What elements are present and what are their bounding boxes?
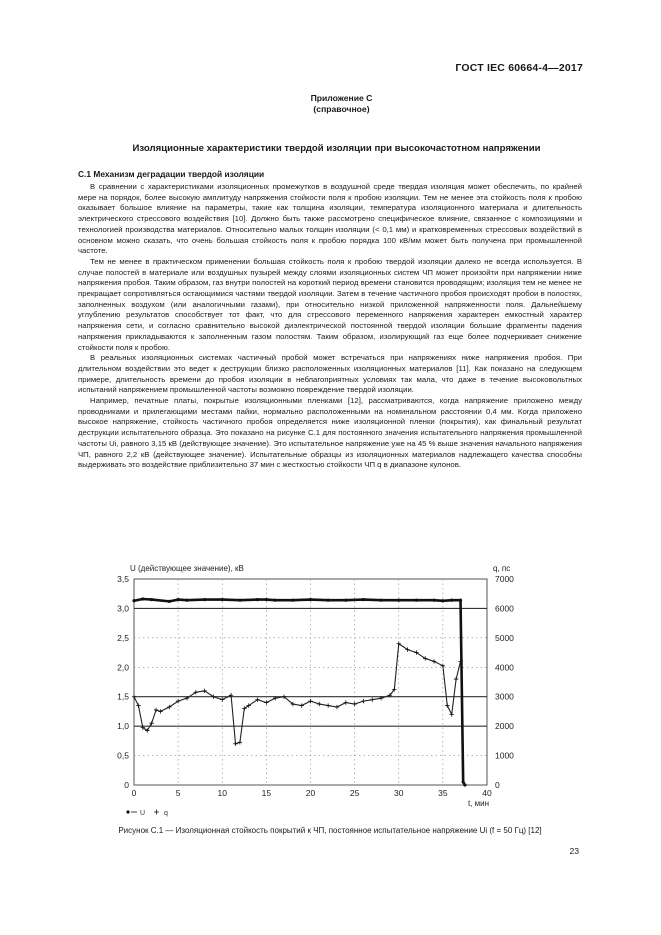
annex-title: Приложение С: [310, 93, 373, 103]
legend-marker-q: [154, 810, 159, 815]
series-point-U: [362, 598, 365, 601]
series-point-q: [136, 703, 140, 707]
series-point-U: [309, 598, 312, 601]
chart-svg: [82, 559, 532, 824]
y-left-tick-label: 3,5: [117, 574, 129, 584]
page-number: 23: [569, 846, 579, 856]
annex-subtitle: (справочное): [313, 104, 370, 114]
series-point-U: [150, 598, 153, 601]
series-point-q: [317, 702, 321, 706]
x-tick-label: 30: [394, 788, 404, 798]
paragraph-1: В сравнении с характеристиками изоляционных промежутков в воздушной среде твердая изоляция может обеспечить, по крайней мере на порядок, более высокую амплитуду напряжения стойкости поля к пробою изоляции. Тем не менее эта стойкость поля к пробою оказывает большое влияние на параметры, такие как толщина изоляции, температура изоляционного материала и длительность электрического стрессового воздействия [10]. Должно быть также рассмотрено специфическое влияние, связанное с композициями и технологией производства материалов. Относительно малых толщин изоляции (< 0,1 мм) и кратковременных стрессовых воздействий в основном можно сказать, что очень большая стойкость поля к пробою порядка 100 кВ/мм может быть получена при промышленной частоте.: [78, 182, 582, 256]
paragraph-4: Например, печатные платы, покрытые изоляционными пленками [12], рассматриваются, когда напряжение приложено между проводниками и прилегающими местами пайки, нормально расположенными на номинальном расстоянии 0,4 мм. Когда приложено высокое напряжение, стойкость частичного пробоя определяется ниже изоляционной пленки (покрытия), как финальный результат деструкции испытательного образца. Это показано на рисунке С.1 для постоянного значения испытательного напряжения промышленной частоты Ui, равного 3,15 кВ (действующее значение). Это испытательное напряжение уже на 45 % выше значения начального напряжения ЧП, равного 2,2 кВ (действующее значение). Испытательные образцы из изоляционных материалов надлежащего качества способны выдерживать это воздействие приблизительно 37 мин с жесткостью стойкости ЧП q в диапазоне кулонов.: [78, 396, 582, 470]
series-point-q: [238, 740, 242, 744]
legend-label-U: U: [140, 810, 146, 817]
series-point-q: [344, 700, 348, 704]
series-point-q: [335, 705, 339, 709]
y-left-tick-label: 1,5: [117, 691, 129, 702]
series-point-q: [158, 709, 162, 713]
series-line-q: [134, 644, 461, 744]
series-point-q: [233, 742, 237, 746]
standard-header: ГОСТ IEC 60664-4—2017: [455, 62, 583, 74]
series-point-q: [299, 703, 303, 707]
series-point-q: [264, 700, 268, 704]
series-point-U: [344, 599, 347, 602]
series-point-U: [441, 599, 444, 602]
series-point-U: [256, 598, 259, 601]
series-point-U: [291, 599, 294, 602]
figure-chart: [82, 559, 532, 824]
series-point-q: [352, 702, 356, 706]
series-point-U: [265, 598, 268, 601]
annex-heading: [0, 93, 661, 115]
series-point-U: [463, 783, 466, 786]
series-point-q: [154, 708, 158, 712]
legend-marker-U: [126, 810, 129, 813]
series-point-U: [177, 598, 180, 601]
series-point-U: [203, 598, 206, 601]
body-text: [78, 182, 582, 471]
series-point-q: [454, 677, 458, 681]
series-point-U: [185, 599, 188, 602]
series-point-U: [221, 598, 224, 601]
y-left-tick-label: 3,0: [117, 603, 129, 614]
series-point-q: [432, 659, 436, 663]
x-tick-label: 40: [482, 788, 492, 798]
series-line-U: [134, 599, 465, 785]
series-point-q: [450, 712, 454, 716]
y-left-tick-label: 1,0: [117, 721, 129, 732]
y-right-tick-label: 6000: [495, 603, 514, 614]
series-point-q: [361, 699, 365, 703]
series-point-q: [308, 699, 312, 703]
x-tick-label: 35: [438, 788, 448, 798]
series-point-q: [132, 695, 136, 699]
series-point-U: [168, 600, 171, 603]
series-point-U: [380, 599, 383, 602]
y-left-axis-label: U (действующее значение), кВ: [130, 564, 244, 573]
series-point-q: [326, 703, 330, 707]
x-tick-label: 15: [261, 788, 272, 798]
y-left-tick-label: 2,0: [117, 662, 129, 673]
plot-frame: [134, 579, 487, 785]
series-point-U: [432, 599, 435, 602]
series-point-q: [370, 697, 374, 701]
x-tick-label: 10: [217, 788, 227, 798]
y-right-tick-label: 7000: [495, 574, 514, 584]
y-right-tick-label: 5000: [495, 632, 514, 643]
series-point-q: [445, 703, 449, 707]
y-right-axis-label: q, пс: [493, 564, 511, 573]
series-point-U: [459, 599, 462, 602]
y-left-tick-label: 0,5: [117, 750, 129, 761]
y-right-tick-label: 2000: [495, 721, 514, 732]
legend-label-q: q: [164, 810, 168, 817]
series-point-U: [274, 599, 277, 602]
y-right-tick-label: 1000: [495, 750, 514, 761]
x-tick-label: 5: [175, 788, 181, 798]
series-point-U: [397, 599, 400, 602]
main-title: Изоляционные характеристики твердой изоляции при высокочастотном напряжении: [132, 143, 541, 154]
series-point-U: [238, 599, 241, 602]
y-right-tick-label: 4000: [495, 662, 514, 673]
x-axis-label: t, мин: [467, 799, 489, 808]
paragraph-2: Тем не менее в практическом применении большая стойкость поля к пробою твердой изоляции далеко не всегда используется. В случае полостей в материале или воздушных пузырей между слоями изоляционных систем ЧП может произойти при напряжении ниже напряжения пробоя. Таким образом, газ внутри полостей на короткий период времени становится проводящим; изоляция тем не менее не прекращает сопротивляться остающимися частями твердой изоляции. Затем в течение частичного пробоя происходят пробои в полостях, заполненных воздухом (или аналогичными газами), при относительно низкой приложенной напряженности поля. Дальнейшему углублению результатов способствует тот факт, что для стрессового переменного напряжения характерен емкостный характер напряжения сети, и согласно сравнительно высокой диэлектрической постоянной твердой изоляции большие фрагменты падения напряжения прикладываются к заполненным газом полостям. Таким образом, изолирующий газ еще более подчеркивает снижение стойкости поля к пробою.: [78, 256, 582, 352]
series-point-U: [462, 780, 465, 783]
x-tick-label: 20: [305, 788, 316, 798]
x-tick-label: 0: [131, 788, 137, 798]
y-right-tick-label: 0: [495, 780, 500, 790]
section-title: С.1 Механизм деградации твердой изоляции: [78, 169, 265, 179]
x-tick-label: 25: [349, 788, 360, 798]
paragraph-3: В реальных изоляционных системах частичный пробой может встречаться при напряжениях ниже напряжения пробоя. При длительном воздействии это ведет к деструкции близко расположенных изоляционных материалов [11]. Как показано на следующем примере, длительность времени до пробоя изоляции в неблагоприятных условиях так мала, что даже в течение высоковольтных испытаний напряжением промышленной частоты возможно повреждение твердой изоляции.: [78, 353, 582, 395]
series-point-q: [220, 697, 224, 701]
series-point-U: [450, 599, 453, 602]
series-point-U: [415, 599, 418, 602]
figure-caption: Рисунок С.1 — Изоляционная стойкость покрытий к ЧП, постоянное испытательное напряжение Ui (f = 50 Гц) [12]: [118, 826, 542, 835]
series-point-U: [132, 599, 135, 602]
y-left-tick-label: 0: [124, 780, 129, 790]
series-point-U: [141, 597, 144, 600]
y-left-tick-label: 2,5: [117, 632, 129, 643]
series-point-U: [327, 599, 330, 602]
y-right-tick-label: 3000: [495, 691, 514, 702]
